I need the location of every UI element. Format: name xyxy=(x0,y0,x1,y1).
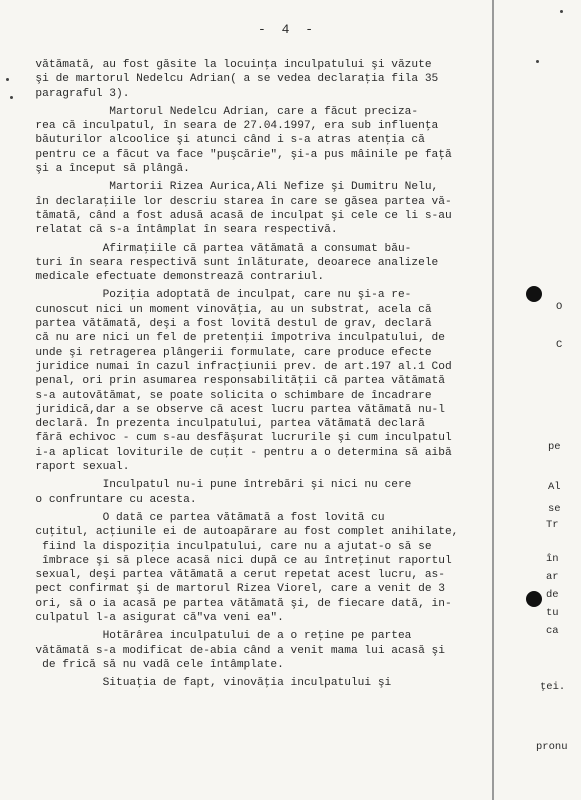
text-line: culpatul l-a asigurat că"va veni ea". xyxy=(22,611,284,624)
text-line: cuţitul, acţiunile ei de autoapărare au fost complet anihilate, xyxy=(22,526,459,539)
scan-speck xyxy=(536,60,539,63)
text-line: vătămată, au fost găsite la locuinţa inculpatului şi văzute xyxy=(22,59,432,71)
margin-fragment: Al xyxy=(548,481,561,493)
text-line: relatat că s-a întâmplat în seara respectivă. xyxy=(22,224,338,237)
text-line: şi a început să plângă. xyxy=(22,163,190,176)
text-line: tămată, când a fost adusă acasă de inculpat şi cele ce li s-au xyxy=(22,209,452,222)
text-line: fără echivoc - cum s-au desfăşurat lucrurile şi cum inculpatul xyxy=(22,432,452,445)
margin-fragment: în xyxy=(546,553,559,565)
paragraph xyxy=(22,58,490,101)
text-line: Martorii Rizea Aurica,Ali Nefize şi Dumitru Nelu, xyxy=(22,181,439,194)
text-line: pentru ce a făcut va face "puşcărie", şi-a pus mâinile pe faţă xyxy=(22,148,452,161)
text-line: Poziţia adoptată de inculpat, care nu şi-a re- xyxy=(22,289,412,302)
margin-fragment: C xyxy=(556,339,563,351)
text-line: i-a aplicat loviturile de cuţit - pentru a o determina să aibă xyxy=(22,446,452,459)
margin-fragment: se xyxy=(548,503,561,515)
paragraph xyxy=(22,511,490,625)
text-line: paragraful 3). xyxy=(22,87,130,100)
margin-fragment: ţei. xyxy=(540,681,566,693)
paragraph xyxy=(22,676,490,690)
paragraph xyxy=(22,180,490,237)
text-line: îmbrace şi să plece acasă nici după ce au întreţinut raportul xyxy=(22,554,452,567)
margin-fragment: ar xyxy=(546,571,559,583)
punch-hole xyxy=(526,591,542,607)
text-line: vătămată s-a modificat de-abia când a venit mama lui acasă şi xyxy=(22,644,445,657)
text-line: juridică,dar a se observe că acest lucru partea vătămată nu-l xyxy=(22,403,445,416)
text-line: penal, ori prin asumarea responsabilităţii că partea vătămată xyxy=(22,375,445,388)
text-line: Afirmaţiile că partea vătămată a consumat bău- xyxy=(22,242,412,255)
text-line: o confruntare cu acesta. xyxy=(22,493,197,506)
text-line: fiind la dispoziţia inculpatului, care nu a ajutat-o să se xyxy=(22,540,432,553)
scan-speck xyxy=(10,96,13,99)
text-line: şi de martorul Nedelcu Adrian( a se vedea declaraţia fila 35 xyxy=(22,73,439,86)
paragraph xyxy=(22,242,490,285)
text-line: ori, să o ia acasă pe partea vătămată şi, de fiecare dată, in- xyxy=(22,597,452,610)
text-line: turi în seara respectivă sunt înlăturate, deoarece analizele xyxy=(22,256,439,269)
paragraph xyxy=(22,629,490,672)
margin-fragment: Tr xyxy=(546,519,559,531)
text-line: de frică să nu vadă cele întâmplate. xyxy=(22,658,284,671)
text-line: s-a autovătămat, se poate solicita o schimbare de încadrare xyxy=(22,389,432,402)
text-line: rea că inculpatul, în seara de 27.04.1997, era sub influenţa xyxy=(22,120,439,133)
paragraph xyxy=(22,478,490,507)
text-line: băuturilor alcoolice şi atunci când i s-a atras atenţia că xyxy=(22,134,425,147)
text-line: juridice numai în cazul infracţiunii prev. de art.197 al.1 Cod xyxy=(22,360,452,373)
paragraph-gap xyxy=(22,690,490,694)
text-line: că nu are nici un fel de pretenţii împotriva inculpatului, de xyxy=(22,332,445,345)
scan-speck xyxy=(6,78,9,81)
text-line: raport sexual. xyxy=(22,461,130,474)
margin-fragment: de xyxy=(546,589,559,601)
text-line: sexual, deşi partea vătămată a cerut repetat acest lucru, as- xyxy=(22,569,445,582)
margin-fragment: tu xyxy=(546,607,559,619)
text-line: în declaraţiile lor descriu starea în care se găsea partea vă- xyxy=(22,195,452,208)
text-line: O dată ce partea vătămată a fost lovită cu xyxy=(22,511,385,524)
adjacent-page-edge xyxy=(492,0,581,800)
text-line: Hotărârea inculpatului de a o reţine pe partea xyxy=(22,630,412,643)
text-line: medicale efectuate demonstrează contrariul. xyxy=(22,271,325,284)
text-line: partea vătămată, deşi a fost lovită destul de grav, declară xyxy=(22,318,432,331)
text-line: pect confirmat şi de martorul Rizea Viorel, care a venit de 3 xyxy=(22,583,445,596)
margin-fragment: O xyxy=(556,301,563,313)
margin-fragment: pronu xyxy=(536,741,568,753)
margin-fragment: ca xyxy=(546,625,559,637)
document-body xyxy=(22,58,490,694)
margin-fragment: pe xyxy=(548,441,561,453)
page-number: - 4 - xyxy=(258,22,318,37)
text-line: unde şi retragerea plângerii formulate, care produce efecte xyxy=(22,346,432,359)
text-line: declară. În prezenta inculpatului, partea vătămată declară xyxy=(22,418,425,431)
punch-hole xyxy=(526,286,542,302)
text-line: Situaţia de fapt, vinovăţia inculpatului şi xyxy=(22,677,392,690)
text-line: Martorul Nedelcu Adrian, care a făcut preciza- xyxy=(22,105,419,118)
paragraph xyxy=(22,105,490,176)
text-line: Inculpatul nu-i pune întrebări şi nici nu cere xyxy=(22,479,412,492)
scan-speck xyxy=(560,10,563,13)
text-line: cunoscut nici un moment vinovăţia, au un substrat, acela că xyxy=(22,303,432,316)
paragraph xyxy=(22,288,490,474)
